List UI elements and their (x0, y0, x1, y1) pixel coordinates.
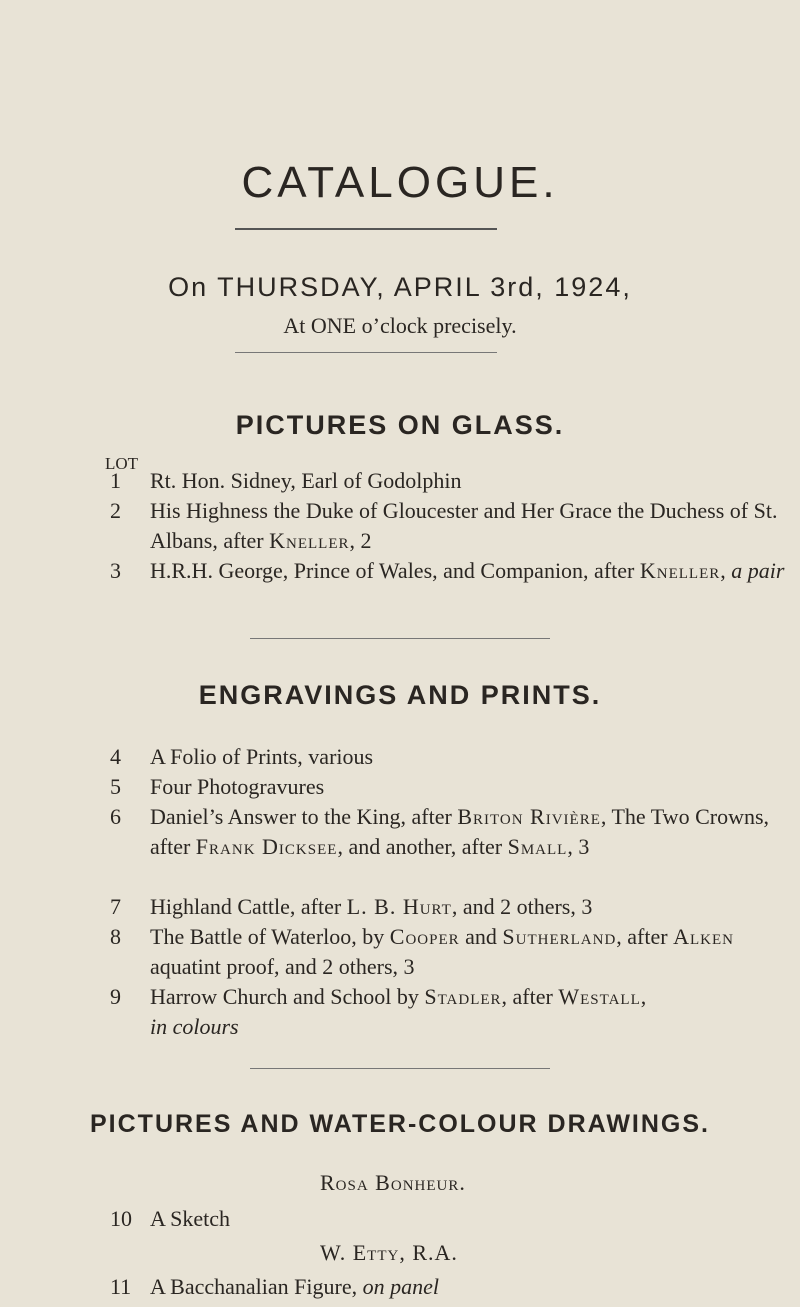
section-heading-pictures-and-water-colour-drawings: PICTURES AND WATER-COLOUR DRAWINGS. (90, 1110, 710, 1138)
artist-name: Stadler (424, 984, 502, 1009)
artist-name: Westall (558, 984, 641, 1009)
artist-name: Kneller (269, 528, 350, 553)
lot-number: 8 (110, 924, 121, 949)
lot-number: 4 (110, 744, 121, 769)
divider (235, 352, 497, 353)
lot-column-label: LOT (105, 454, 139, 473)
lot-description: , and 2 others, 3 (451, 894, 593, 919)
lot-item (110, 802, 800, 862)
lot-description: Rt. Hon. Sidney, Earl of Godolphin (150, 468, 462, 493)
lot-description: A Sketch (150, 1206, 231, 1231)
lot-description: Four Photogravures (150, 774, 325, 799)
artist-name: Briton Rivière (457, 804, 601, 829)
lot-note: in colours (150, 1014, 239, 1039)
lot-description: H.R.H. George, Prince of Wales, and Companion, after (150, 558, 640, 583)
artist-name: Frank Dicksee (195, 834, 338, 859)
lot-number: 2 (110, 498, 121, 523)
artist-heading: Rosa Bonheur. (320, 1170, 466, 1195)
lot-number: 1 (110, 468, 121, 493)
lot-item (110, 1204, 800, 1234)
lot-description: , 2 (349, 528, 372, 553)
page-title: CATALOGUE. (241, 158, 559, 207)
lot-description: Harrow Church and School by (150, 984, 425, 1009)
lot-description: , after (501, 984, 559, 1009)
lot-description: Highland Cattle, after (150, 894, 347, 919)
lot-description: , The Two Crowns, after (150, 804, 770, 859)
artist-name: Sutherland (502, 924, 617, 949)
lot-description: A Bacchanalian Figure, (150, 1274, 363, 1299)
lot-description: , (720, 558, 732, 583)
divider (235, 228, 497, 230)
artist-name: Cooper (389, 924, 460, 949)
lot-item (110, 466, 800, 496)
lot-item (110, 1272, 800, 1302)
lot-number: 3 (110, 558, 121, 583)
lot-description: His Highness the Duke of Gloucester and Her Grace the Duchess of St. Albans, after (150, 498, 778, 553)
artist-name: Kneller (639, 558, 721, 583)
lot-description: and (459, 924, 503, 949)
sale-time: At ONE o’clock precisely. (283, 313, 517, 338)
lot-item (110, 556, 800, 586)
lot-description: The Battle of Waterloo, by (150, 924, 390, 949)
lot-description: , and another, after (337, 834, 508, 859)
lot-description: , after (616, 924, 674, 949)
lot-number: 9 (110, 984, 121, 1009)
section-heading-pictures-on-glass: PICTURES ON GLASS. (235, 410, 565, 440)
lot-number: 5 (110, 774, 121, 799)
divider (250, 638, 550, 639)
artist-name: Alken (673, 924, 734, 949)
lot-description: , (640, 984, 647, 1009)
lot-description: , 3 (567, 834, 590, 859)
lot-item (110, 496, 800, 556)
section-heading-engravings-and-prints: ENGRAVINGS AND PRINTS. (198, 680, 602, 710)
sale-date: On THURSDAY, APRIL 3rd, 1924, (168, 272, 632, 302)
lot-number: 7 (110, 894, 121, 919)
lot-description: Daniel’s Answer to the King, after (150, 804, 458, 829)
lot-item (110, 982, 800, 1042)
lot-item (110, 922, 800, 982)
lot-item (110, 772, 800, 802)
artist-name: L. B. Hurt (346, 894, 452, 919)
lot-description: aquatint proof, and 2 others, 3 (150, 954, 415, 979)
lot-number: 10 (110, 1206, 132, 1231)
lot-number: 11 (110, 1274, 132, 1299)
lot-description: A Folio of Prints, various (150, 744, 374, 769)
lot-item (110, 742, 800, 772)
lot-item (110, 892, 800, 922)
lot-number: 6 (110, 804, 121, 829)
artist-heading: W. Etty, R.A. (320, 1240, 458, 1265)
artist-name: Small (507, 834, 568, 859)
lot-note: a pair (731, 558, 785, 583)
lot-note: on panel (362, 1274, 439, 1299)
divider (250, 1068, 550, 1069)
